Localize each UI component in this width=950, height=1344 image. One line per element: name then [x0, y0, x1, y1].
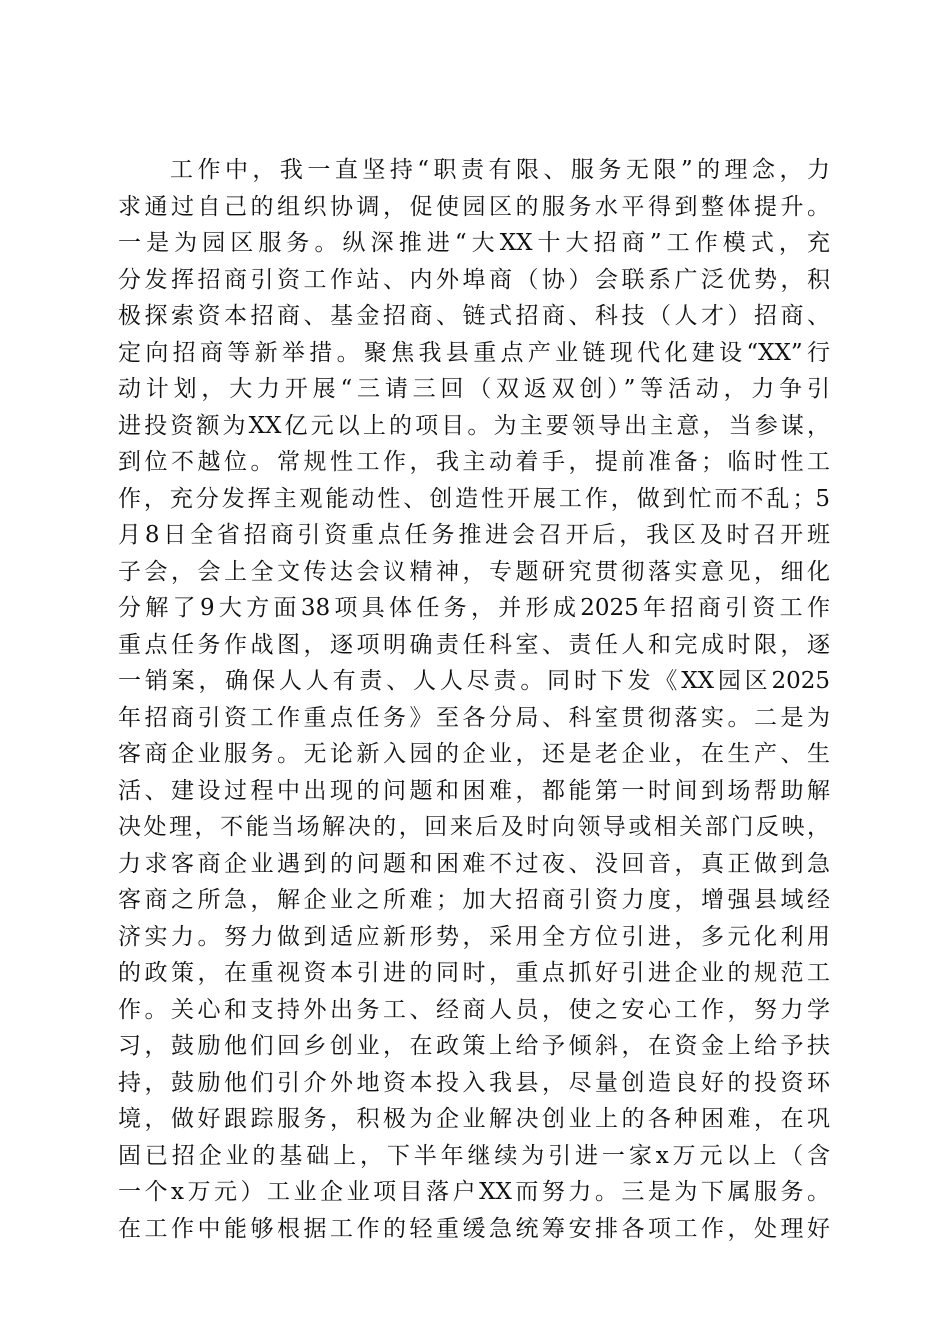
text-line-23: 的政策，在重视资本引进的同时，重点抓好引进企业的规范工	[118, 960, 830, 986]
text-line-26: 持，鼓励他们引介外地资本投入我县，尽量创造良好的投资环	[118, 1069, 830, 1096]
text-line-25: 习，鼓励他们回乡创业，在政策上给予倾斜，在资金上给予扶	[118, 1033, 830, 1059]
text-line-9: 到位不越位。常规性工作，我主动着手，提前准备；临时性工	[118, 449, 830, 475]
text-line-29: 一个x万元）工业企业项目落户XX而努力。三是为下属服务。	[118, 1179, 830, 1205]
text-line-21: 客商之所急，解企业之所难；加大招商引资力度，增强县域经	[118, 887, 830, 913]
text-line-15: 一销案，确保人人有责、人人尽责。同时下发《XX园区2025	[118, 668, 830, 694]
text-line-4: 分发挥招商引资工作站、内外埠商（协）会联系广泛优势，积	[118, 266, 830, 293]
text-line-7: 动计划，大力开展“三请三回（双返双创）”等活动，力争引	[118, 376, 830, 402]
text-line-24: 作。关心和支持外出务工、经商人员，使之安心工作，努力学	[118, 996, 830, 1023]
text-line-28: 固已招企业的基础上，下半年继续为引进一家x万元以上（含	[118, 1142, 830, 1169]
text-line-13: 分解了9大方面38项具体任务，并形成2025年招商引资工作	[118, 595, 830, 621]
text-line-10: 作，充分发挥主观能动性、创造性开展工作，做到忙而不乱；5	[118, 485, 830, 512]
text-line-14: 重点任务作战图，逐项明确责任科室、责任人和完成时限，逐	[118, 631, 830, 658]
text-line-20: 力求客商企业遇到的问题和困难不过夜、没回音，真正做到急	[118, 850, 830, 877]
text-line-5: 极探索资本招商、基金招商、链式招商、科技（人才）招商、	[118, 303, 830, 329]
text-line-11: 月8日全省招商引资重点任务推进会召开后，我区及时召开班	[118, 522, 830, 548]
text-line-6: 定向招商等新举措。聚焦我县重点产业链现代化建设“XX”行	[118, 339, 830, 366]
text-line-1: 工作中，我一直坚持“职责有限、服务无限”的理念，力	[170, 157, 830, 183]
text-line-12: 子会，会上全文传达会议精神，专题研究贯彻落实意见，细化	[118, 558, 830, 585]
text-line-8: 进投资额为XX亿元以上的项目。为主要领导出主意，当参谋，	[118, 412, 830, 439]
text-line-16: 年招商引资工作重点任务》至各分局、科室贯彻落实。二是为	[118, 704, 830, 731]
text-line-19: 决处理，不能当场解决的，回来后及时向领导或相关部门反映，	[118, 814, 830, 840]
body-paragraph	[118, 152, 830, 1247]
text-line-30: 在工作中能够根据工作的轻重缓急统筹安排各项工作，处理好	[118, 1215, 830, 1242]
text-line-3: 一是为园区服务。纵深推进“大XX十大招商”工作模式，充	[118, 230, 830, 256]
text-line-17: 客商企业服务。无论新入园的企业，还是老企业，在生产、生	[118, 741, 830, 767]
text-line-2: 求通过自己的组织协调，促使园区的服务水平得到整体提升。	[118, 193, 830, 220]
text-line-18: 活、建设过程中出现的问题和困难，都能第一时间到场帮助解	[118, 777, 830, 804]
text-line-22: 济实力。努力做到适应新形势，采用全方位引进，多元化利用	[118, 923, 830, 950]
text-line-27: 境，做好跟踪服务，积极为企业解决创业上的各种困难，在巩	[118, 1106, 830, 1132]
